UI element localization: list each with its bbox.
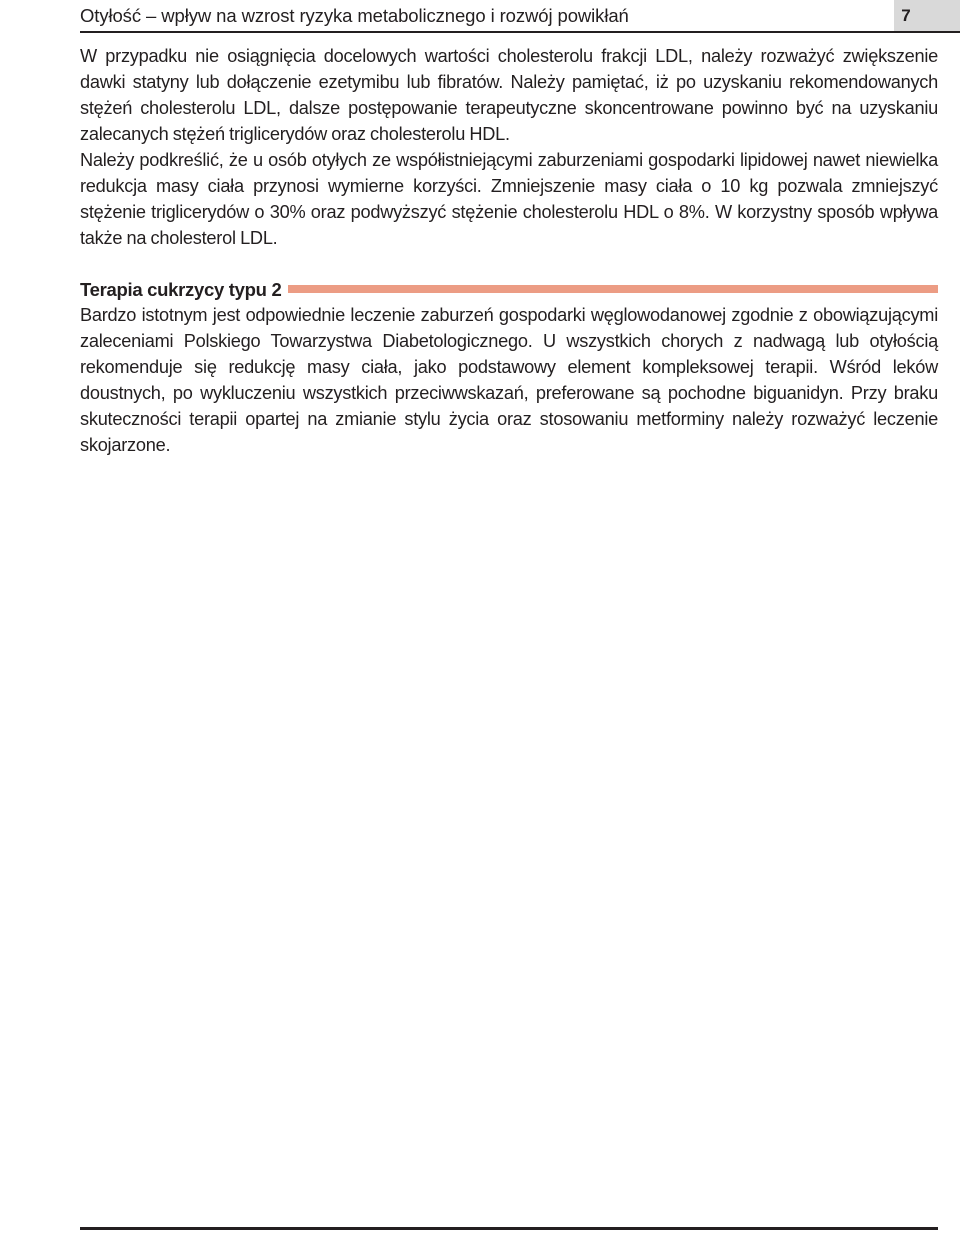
paragraph-ldl-cholesterol: W przypadku nie osiągnięcia docelowych wartości cholesterolu frakcji LDL, należy rozważyć zwiększenie dawki statyny lub dołączenie ezetymibu lub fibratów. Należy pamiętać, iż po uzyskaniu rekomendowanych stężeń cholesterolu LDL, dalsze postępowanie terapeutyczne skoncentrowane powinno być na uzyskaniu zalecanych stężeń triglicerydów oraz cholesterolu HDL. — [80, 46, 938, 144]
page-header — [80, 0, 960, 34]
paragraph-weight-reduction: Należy podkreślić, że u osób otyłych ze współistniejącymi zaburzeniami gospodarki lipidowej nawet niewielka redukcja masy ciała przynosi wymierne korzyści. Zmniejszenie masy ciała o 10 kg pozwala zmniejszyć stężenie triglicerydów o 30% oraz podwyższyć stężenie cholesterolu HDL o 8%. W korzystny sposób wpływa także na cholesterol LDL. — [80, 150, 938, 248]
heading-accent-bar — [282, 285, 938, 293]
running-title: Otyłość – wpływ na wzrost ryzyka metabolicznego i rozwój powikłań — [80, 5, 629, 26]
footer-rule — [80, 1227, 938, 1230]
page-number-box — [894, 0, 960, 33]
section-heading — [80, 277, 938, 303]
page-number: 7 — [901, 6, 911, 25]
section-heading-title: Terapia cukrzycy typu 2 — [80, 277, 288, 303]
header-rule — [80, 31, 900, 33]
paragraph-diabetes-therapy: Bardzo istotnym jest odpowiednie leczenie zaburzeń gospodarki węglowodanowej zgodnie z obowiązującymi zaleceniami Polskiego Towarzystwa Diabetologicznego. U wszystkich chorych z nadwagą lub otyłością rekomenduje się redukcję masy ciała, jako podstawowy element kompleksowej terapii. Wśród leków doustnych, po wykluczeniu wszystkich przeciwwskazań, preferowane są pochodne biguanidyn. Przy braku skuteczności terapii opartej na zmianie stylu życia oraz stosowaniu metforminy należy rozważyć leczenie skojarzone. — [80, 305, 938, 455]
